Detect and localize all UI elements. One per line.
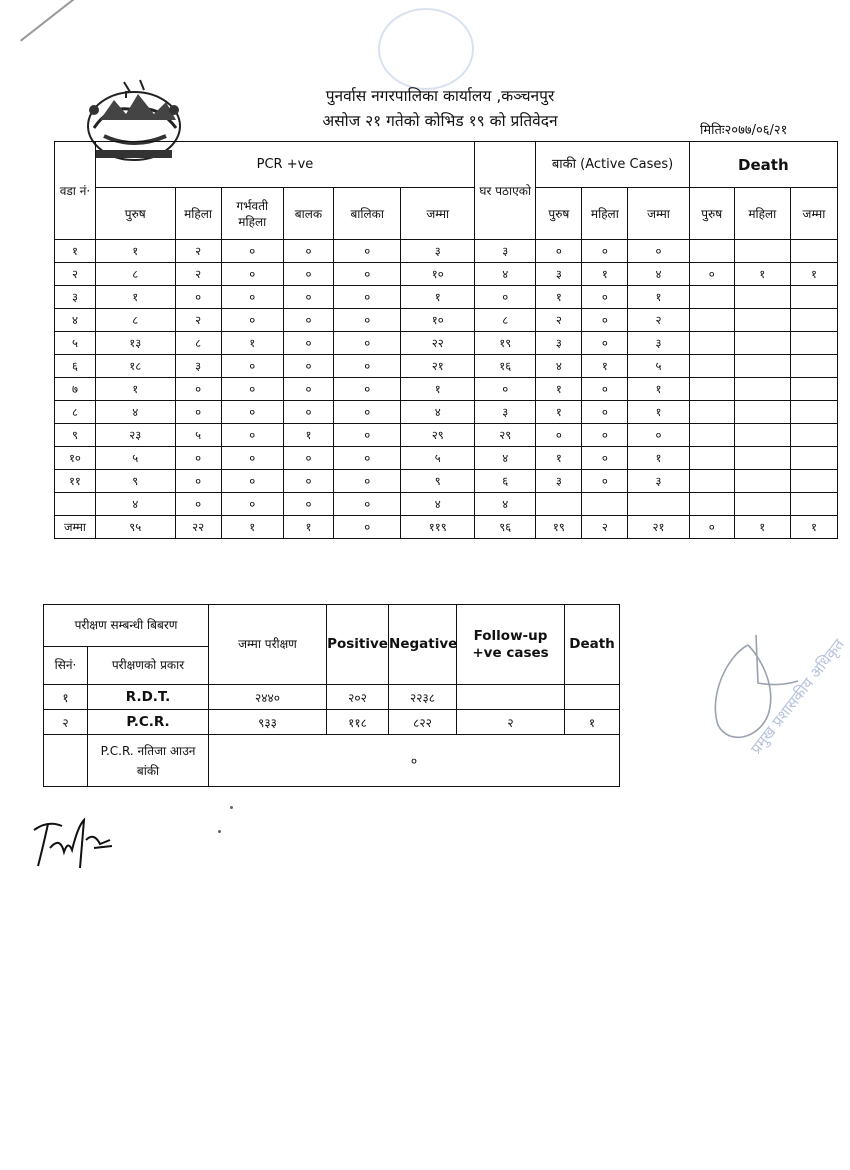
death-cell: [734, 240, 790, 263]
pcr-cell: ०: [221, 424, 283, 447]
pcr-cell: ०: [334, 286, 401, 309]
pcr-cell: ०: [221, 447, 283, 470]
death-cell: [790, 240, 837, 263]
home-cell: ०: [475, 378, 536, 401]
death-cell: [734, 447, 790, 470]
test-followup: [457, 685, 565, 710]
pcr-cell: ९: [401, 470, 475, 493]
ward-cell: जम्मा: [55, 516, 96, 539]
active-cell: १: [628, 286, 689, 309]
pcr-cell: ०: [334, 470, 401, 493]
pcr-cell: २९: [401, 424, 475, 447]
pcr-cell: ०: [175, 286, 221, 309]
active-cell: ०: [582, 309, 628, 332]
home-cell: ४: [475, 263, 536, 286]
pcr-cell: ५: [175, 424, 221, 447]
pcr-cell: १०: [401, 309, 475, 332]
active-cell: ०: [628, 240, 689, 263]
ward-cell: ६: [55, 355, 96, 378]
stamp-right-text: प्रमुख प्रशासकीय अधिकृत: [746, 635, 848, 758]
pcr-cell: ०: [334, 240, 401, 263]
death-cell: [734, 378, 790, 401]
pcr-cell: ४: [95, 493, 175, 516]
pcr-cell: ०: [221, 470, 283, 493]
pcr-cell: २२: [175, 516, 221, 539]
pcr-cell: १३: [95, 332, 175, 355]
active-cell: [536, 493, 582, 516]
test-followup: २: [457, 710, 565, 735]
table-row: [55, 332, 838, 355]
active-col-total: जम्मा: [628, 188, 689, 240]
pcr-cell: ०: [334, 355, 401, 378]
death-cell: १: [734, 263, 790, 286]
table-row: [55, 493, 838, 516]
death-cell: [689, 424, 734, 447]
covid-ward-table: [54, 141, 838, 539]
ward-cell: ५: [55, 332, 96, 355]
death-cell: [689, 447, 734, 470]
death-cell: [689, 493, 734, 516]
pcr-cell: ०: [334, 401, 401, 424]
active-cell: ०: [582, 286, 628, 309]
pcr-cell: ०: [221, 355, 283, 378]
pcr-cell: ९५: [95, 516, 175, 539]
test-negative-header: Negative: [389, 605, 457, 685]
active-cell: १: [582, 263, 628, 286]
pcr-cell: ५: [95, 447, 175, 470]
pcr-cell: ९: [95, 470, 175, 493]
death-cell: [689, 286, 734, 309]
death-cell: [734, 332, 790, 355]
death-cell: [734, 493, 790, 516]
pcr-col-male: पुरुष: [95, 188, 175, 240]
death-col-total: जम्मा: [790, 188, 837, 240]
table-row: [55, 424, 838, 447]
pcr-cell: ०: [283, 332, 333, 355]
pcr-cell: ०: [334, 447, 401, 470]
death-cell: [689, 240, 734, 263]
pcr-cell: ०: [221, 263, 283, 286]
test-row-pending: [44, 735, 620, 787]
official-stamp-signature: [688, 615, 850, 765]
pending-label: P.C.R. नतिजा आउन बांकी: [88, 735, 209, 787]
pcr-cell: २: [175, 309, 221, 332]
active-cell: १९: [536, 516, 582, 539]
office-name: पुनर्वास नगरपालिका कार्यालय ,कञ्चनपुर: [325, 87, 555, 105]
death-cell: १: [790, 516, 837, 539]
ward-cell: १: [55, 240, 96, 263]
pcr-cell: ८: [175, 332, 221, 355]
scan-edge-line: [20, 0, 108, 42]
home-cell: ६: [475, 470, 536, 493]
active-cell: २: [536, 309, 582, 332]
home-cell: ८: [475, 309, 536, 332]
test-death: [565, 685, 620, 710]
pcr-cell: १८: [95, 355, 175, 378]
pcr-cell: ०: [283, 286, 333, 309]
pcr-cell: १: [283, 516, 333, 539]
pcr-cell: ४: [401, 401, 475, 424]
active-cell: १: [536, 378, 582, 401]
pcr-cell: ०: [283, 401, 333, 424]
pcr-cell: ४: [401, 493, 475, 516]
active-cell: ०: [582, 424, 628, 447]
ward-cell: १०: [55, 447, 96, 470]
test-type: P.C.R.: [88, 710, 209, 735]
active-cell: [628, 493, 689, 516]
pcr-cell: ०: [334, 309, 401, 332]
pending-value: ०: [209, 735, 620, 787]
active-cell: ०: [582, 447, 628, 470]
active-col-male: पुरुष: [536, 188, 582, 240]
active-cell: ०: [582, 240, 628, 263]
pcr-cell: १: [221, 516, 283, 539]
test-positive-header: Positive: [327, 605, 389, 685]
test-positive: ११८: [327, 710, 389, 735]
death-cell: [734, 401, 790, 424]
active-cell: ३: [628, 332, 689, 355]
pcr-cell: २२: [401, 332, 475, 355]
active-cell: ५: [628, 355, 689, 378]
active-cell: ०: [628, 424, 689, 447]
table-row: [55, 309, 838, 332]
home-cell: २९: [475, 424, 536, 447]
home-cell: ३: [475, 240, 536, 263]
pcr-cell: ०: [334, 378, 401, 401]
test-negative: ८२२: [389, 710, 457, 735]
pcr-header: PCR +ve: [95, 142, 474, 188]
home-cell: ४: [475, 447, 536, 470]
death-cell: [689, 355, 734, 378]
death-cell: [790, 470, 837, 493]
death-cell: [734, 309, 790, 332]
active-cell: ३: [628, 470, 689, 493]
test-details-table: [43, 604, 620, 787]
active-cell: २१: [628, 516, 689, 539]
home-cell: ३: [475, 401, 536, 424]
ward-cell: ८: [55, 401, 96, 424]
test-negative: २२३८: [389, 685, 457, 710]
pcr-cell: ०: [221, 493, 283, 516]
death-cell: [689, 378, 734, 401]
death-cell: [689, 401, 734, 424]
pcr-cell: ५: [401, 447, 475, 470]
pcr-cell: ०: [334, 516, 401, 539]
pcr-cell: ०: [334, 493, 401, 516]
active-cell: ०: [582, 332, 628, 355]
test-sn: २: [44, 710, 88, 735]
active-cell: ३: [536, 263, 582, 286]
death-cell: [790, 286, 837, 309]
death-cell: [790, 493, 837, 516]
report-heading: [250, 84, 630, 134]
home-cell: ०: [475, 286, 536, 309]
active-cell: ०: [536, 424, 582, 447]
home-header: घर पठाएको: [475, 142, 536, 240]
home-cell: ४: [475, 493, 536, 516]
active-header: बाकी (Active Cases): [536, 142, 689, 188]
pcr-cell: १: [401, 286, 475, 309]
table-row: [55, 240, 838, 263]
ward-cell: २: [55, 263, 96, 286]
death-cell: [790, 447, 837, 470]
death-cell: [790, 355, 837, 378]
signature-left: [28, 796, 118, 886]
table-row: [55, 470, 838, 493]
pcr-cell: ०: [175, 401, 221, 424]
pcr-cell: ०: [334, 424, 401, 447]
test-positive: २०२: [327, 685, 389, 710]
pcr-cell: ०: [283, 378, 333, 401]
active-cell: १: [536, 286, 582, 309]
death-cell: [734, 470, 790, 493]
test-sn: १: [44, 685, 88, 710]
pcr-col-female: महिला: [175, 188, 221, 240]
test-total-header: जम्मा परीक्षण: [209, 605, 327, 685]
death-cell: [689, 332, 734, 355]
active-col-female: महिला: [582, 188, 628, 240]
pcr-cell: ०: [175, 493, 221, 516]
death-col-female: महिला: [734, 188, 790, 240]
active-cell: १: [582, 355, 628, 378]
death-cell: [790, 332, 837, 355]
pcr-cell: ०: [283, 470, 333, 493]
report-title: असोज २१ गतेको कोभिड १९ को प्रतिवेदन: [322, 112, 558, 130]
pcr-cell: ०: [221, 378, 283, 401]
pcr-cell: ०: [175, 447, 221, 470]
active-cell: १: [536, 401, 582, 424]
pcr-cell: २: [175, 240, 221, 263]
pcr-cell: १: [283, 424, 333, 447]
pcr-cell: १: [401, 378, 475, 401]
active-cell: ४: [536, 355, 582, 378]
death-col-male: पुरुष: [689, 188, 734, 240]
pcr-cell: ०: [283, 263, 333, 286]
pcr-cell: १: [95, 378, 175, 401]
death-cell: ०: [689, 516, 734, 539]
pcr-cell: २१: [401, 355, 475, 378]
pcr-cell: ०: [283, 309, 333, 332]
death-cell: १: [734, 516, 790, 539]
ward-cell: ११: [55, 470, 96, 493]
pcr-cell: २३: [95, 424, 175, 447]
active-cell: २: [582, 516, 628, 539]
pcr-cell: ०: [283, 240, 333, 263]
ward-cell: ३: [55, 286, 96, 309]
death-cell: [734, 424, 790, 447]
ward-cell: ७: [55, 378, 96, 401]
report-date: मितिः२०७७/०६/२१: [700, 123, 788, 138]
death-header: Death: [689, 142, 837, 188]
active-cell: २: [628, 309, 689, 332]
active-cell: ०: [582, 470, 628, 493]
pcr-cell: ८: [95, 309, 175, 332]
active-cell: १: [628, 447, 689, 470]
scan-speck: [218, 830, 221, 833]
ward-header: वडा नं·: [55, 142, 96, 240]
active-cell: ४: [628, 263, 689, 286]
home-cell: १६: [475, 355, 536, 378]
active-cell: ०: [582, 401, 628, 424]
active-cell: ३: [536, 470, 582, 493]
ward-cell: ४: [55, 309, 96, 332]
test-type: R.D.T.: [88, 685, 209, 710]
active-cell: ३: [536, 332, 582, 355]
pcr-cell: ०: [221, 309, 283, 332]
pcr-cell: ०: [334, 332, 401, 355]
test-details-header: परीक्षण सम्बन्धी बिबरण: [44, 605, 209, 647]
death-cell: [790, 424, 837, 447]
test-total: २४४०: [209, 685, 327, 710]
test-row-rdt: [44, 685, 620, 710]
pcr-cell: ८: [95, 263, 175, 286]
pcr-cell: १: [221, 332, 283, 355]
test-followup-header: Follow-up +ve cases: [457, 605, 565, 685]
death-cell: [689, 309, 734, 332]
ward-cell: ९: [55, 424, 96, 447]
test-total: ९३३: [209, 710, 327, 735]
pcr-cell: ०: [175, 470, 221, 493]
ward-cell: [55, 493, 96, 516]
death-cell: [689, 470, 734, 493]
home-cell: ९६: [475, 516, 536, 539]
active-cell: १: [536, 447, 582, 470]
test-type-header: परीक्षणको प्रकार: [88, 647, 209, 685]
table-row: [55, 263, 838, 286]
pcr-col-girl: बालिका: [334, 188, 401, 240]
pcr-cell: ४: [95, 401, 175, 424]
test-row-pcr: [44, 710, 620, 735]
death-cell: [734, 355, 790, 378]
death-cell: [790, 378, 837, 401]
pcr-cell: १: [95, 240, 175, 263]
pcr-cell: ११९: [401, 516, 475, 539]
table-row: [55, 378, 838, 401]
death-cell: ०: [689, 263, 734, 286]
pcr-cell: ३: [401, 240, 475, 263]
pcr-cell: ३: [175, 355, 221, 378]
pcr-cell: ०: [221, 286, 283, 309]
pcr-col-pregnant: गर्भवती महिला: [221, 188, 283, 240]
active-cell: ०: [536, 240, 582, 263]
pcr-cell: ०: [283, 493, 333, 516]
death-cell: [790, 401, 837, 424]
pcr-cell: ०: [221, 240, 283, 263]
pcr-cell: ०: [283, 447, 333, 470]
table-row: [55, 355, 838, 378]
total-row: [55, 516, 838, 539]
test-sn-header: सिनं·: [44, 647, 88, 685]
test-death: १: [565, 710, 620, 735]
office-seal-stamp: [378, 8, 474, 90]
pcr-cell: १०: [401, 263, 475, 286]
pcr-col-boy: बालक: [283, 188, 333, 240]
table-row: [55, 447, 838, 470]
active-cell: १: [628, 401, 689, 424]
ward-rows: [55, 240, 838, 539]
active-cell: १: [628, 378, 689, 401]
active-cell: [582, 493, 628, 516]
death-cell: १: [790, 263, 837, 286]
home-cell: १९: [475, 332, 536, 355]
pcr-cell: २: [175, 263, 221, 286]
pcr-cell: ०: [221, 401, 283, 424]
pcr-cell: ०: [283, 355, 333, 378]
death-cell: [734, 286, 790, 309]
pcr-cell: ०: [334, 263, 401, 286]
pcr-cell: ०: [175, 378, 221, 401]
scan-speck: [230, 806, 233, 809]
pcr-cell: १: [95, 286, 175, 309]
table-row: [55, 286, 838, 309]
death-cell: [790, 309, 837, 332]
test-death-header: Death: [565, 605, 620, 685]
table-row: [55, 401, 838, 424]
pcr-col-total: जम्मा: [401, 188, 475, 240]
active-cell: ०: [582, 378, 628, 401]
